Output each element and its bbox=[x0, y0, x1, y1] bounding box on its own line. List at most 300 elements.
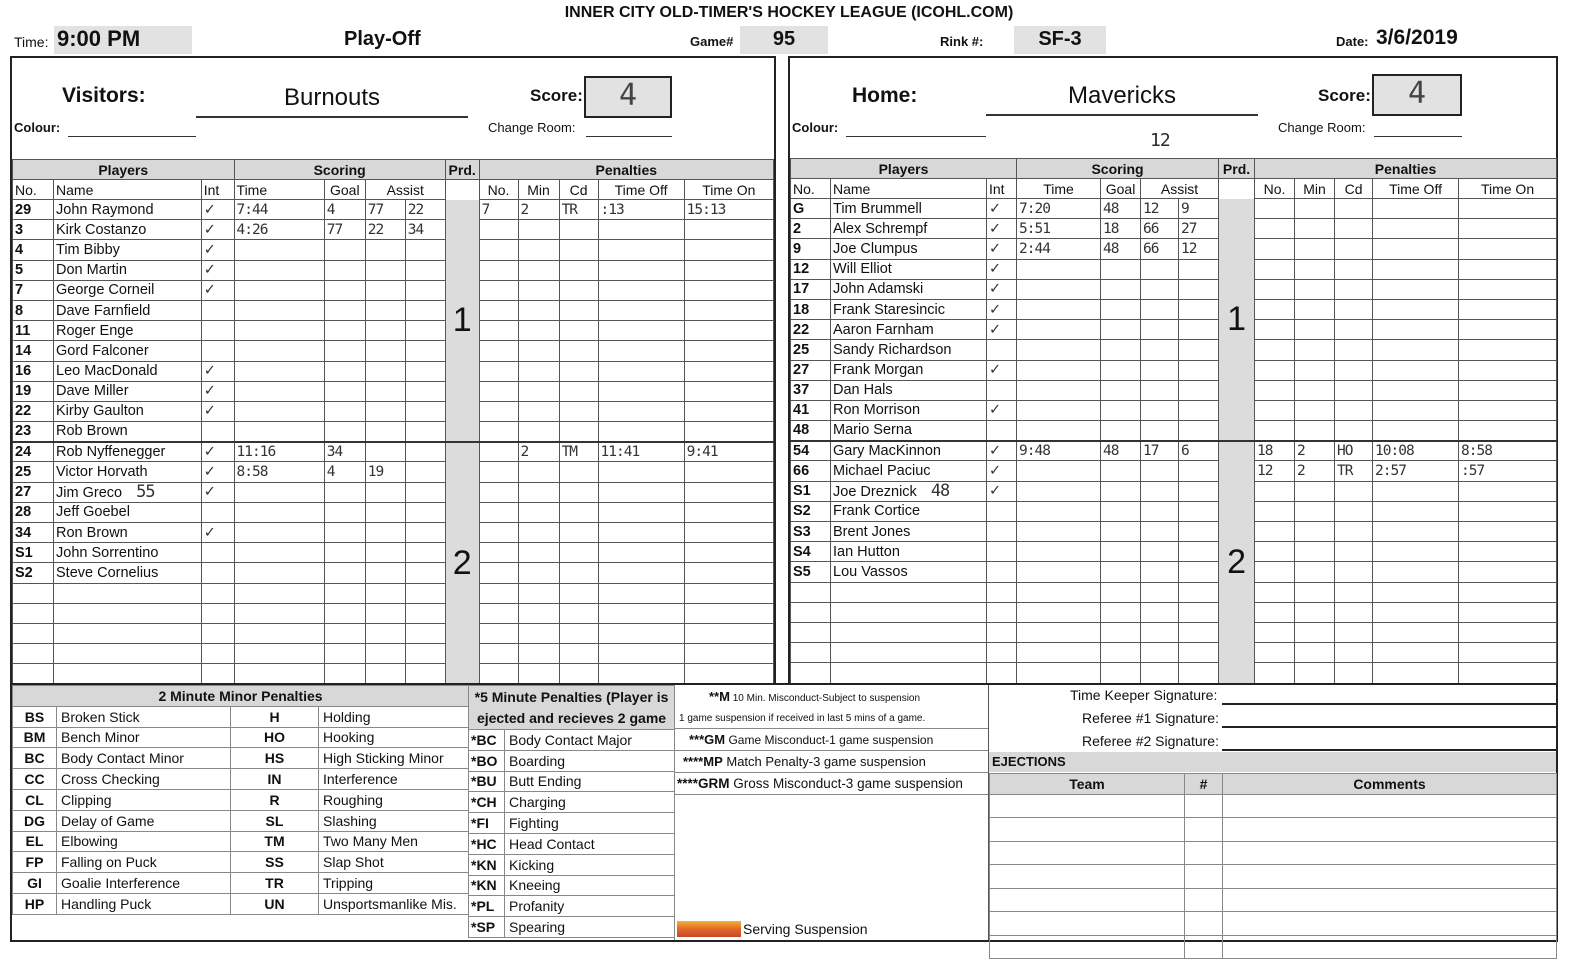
penalty-code: TM bbox=[231, 831, 319, 852]
penalty-description: Kneeing bbox=[505, 875, 675, 896]
penalty-time-off bbox=[1373, 602, 1459, 622]
player-name: Dan Hals bbox=[831, 380, 987, 400]
player-row bbox=[791, 542, 1557, 562]
goal-scorer: 18 bbox=[1101, 219, 1141, 239]
ejection-row bbox=[990, 841, 1557, 865]
player-row bbox=[791, 522, 1557, 542]
penalty-code bbox=[1335, 259, 1373, 279]
penalty-player-number bbox=[1255, 582, 1295, 602]
player-name bbox=[54, 644, 202, 664]
player-row bbox=[13, 523, 774, 543]
penalty-time-on bbox=[1459, 602, 1557, 622]
assist-1 bbox=[1141, 279, 1179, 299]
player-number: S2 bbox=[791, 501, 831, 521]
assist-2 bbox=[405, 563, 445, 583]
penalty-code: *KN bbox=[469, 854, 505, 875]
penalty-minutes bbox=[518, 240, 559, 260]
legend-row bbox=[13, 831, 469, 852]
penalty-code bbox=[1335, 279, 1373, 299]
assist-2 bbox=[405, 482, 445, 502]
penalty-description: Holding bbox=[319, 706, 469, 727]
player-row bbox=[13, 422, 774, 442]
player-number: 27 bbox=[13, 482, 54, 502]
intermission-check: ✓ bbox=[201, 280, 234, 300]
penalty-code: BM bbox=[13, 727, 57, 748]
intermission-check bbox=[201, 300, 234, 320]
intermission-check bbox=[987, 542, 1017, 562]
goal-scorer: 77 bbox=[324, 220, 365, 240]
goal-scorer bbox=[324, 502, 365, 522]
assist-1 bbox=[1141, 259, 1179, 279]
penalty-description: Handling Puck bbox=[57, 893, 231, 914]
goal-time bbox=[1017, 461, 1101, 481]
goal-scorer bbox=[324, 321, 365, 341]
penalty-time-off bbox=[598, 280, 684, 300]
penalty-code bbox=[559, 603, 598, 623]
assist-2 bbox=[405, 240, 445, 260]
ejections-team-header: Team bbox=[990, 774, 1185, 795]
goal-scorer bbox=[1101, 421, 1141, 441]
penalty-time-off bbox=[1373, 400, 1459, 420]
player-name: Aaron Farnham bbox=[831, 320, 987, 340]
player-number bbox=[13, 623, 54, 643]
penalty-player-number bbox=[1255, 400, 1295, 420]
intermission-check bbox=[201, 502, 234, 522]
penalty-player-number bbox=[479, 220, 518, 240]
penalty-code bbox=[559, 260, 598, 280]
col-time-off: Time Off bbox=[1373, 179, 1459, 199]
penalty-time-on bbox=[1459, 199, 1557, 219]
col-name: Name bbox=[831, 179, 987, 199]
intermission-check: ✓ bbox=[987, 441, 1017, 461]
intermission-check bbox=[201, 422, 234, 442]
penalty-time-off: 11:41 bbox=[598, 442, 684, 462]
penalty-code bbox=[559, 280, 598, 300]
assist-1 bbox=[365, 482, 405, 502]
penalty-player-number bbox=[479, 583, 518, 603]
intermission-check: ✓ bbox=[201, 200, 234, 220]
player-number: 41 bbox=[791, 400, 831, 420]
assist-2 bbox=[405, 300, 445, 320]
penalty-code bbox=[559, 644, 598, 664]
penalty-code: IN bbox=[231, 769, 319, 790]
penalty-time-on bbox=[684, 502, 773, 522]
player-number bbox=[13, 603, 54, 623]
intermission-check: ✓ bbox=[987, 299, 1017, 319]
assist-2 bbox=[1179, 279, 1219, 299]
m-code: **M bbox=[709, 689, 730, 704]
penalty-time-on bbox=[1459, 582, 1557, 602]
player-number: G bbox=[791, 199, 831, 219]
player-row bbox=[791, 340, 1557, 360]
assist-1 bbox=[1141, 643, 1179, 663]
player-name: Frank Cortice bbox=[831, 501, 987, 521]
penalty-minutes bbox=[518, 523, 559, 543]
col-assist: Assist bbox=[365, 180, 445, 200]
goal-time bbox=[234, 422, 324, 442]
goal-time bbox=[1017, 279, 1101, 299]
penalty-code: GI bbox=[13, 873, 57, 894]
player-number: 24 bbox=[13, 442, 54, 462]
penalty-time-off bbox=[598, 321, 684, 341]
player-name: Don Martin bbox=[54, 260, 202, 280]
rink-number: SF-3 bbox=[1014, 26, 1106, 54]
penalty-minutes bbox=[518, 482, 559, 502]
assist-2: 6 bbox=[1179, 441, 1219, 461]
assist-1 bbox=[1141, 400, 1179, 420]
game-number-label: Game# bbox=[690, 34, 734, 49]
player-number: 25 bbox=[13, 462, 54, 482]
penalty-minutes bbox=[1295, 219, 1335, 239]
goal-time bbox=[234, 543, 324, 563]
goal-scorer bbox=[324, 401, 365, 421]
penalty-player-number bbox=[1255, 421, 1295, 441]
visitors-score-label: Score: bbox=[530, 86, 583, 105]
penalty-code: *PL bbox=[469, 896, 505, 917]
penalty-description: Hooking bbox=[319, 727, 469, 748]
penalty-time-on bbox=[684, 664, 773, 684]
penalty-minutes bbox=[1295, 421, 1335, 441]
assist-2 bbox=[1179, 320, 1219, 340]
assist-2 bbox=[1179, 643, 1219, 663]
penalty-time-on bbox=[1459, 219, 1557, 239]
goal-time bbox=[234, 563, 324, 583]
penalty-time-on bbox=[684, 644, 773, 664]
penalty-minutes bbox=[518, 260, 559, 280]
gm-desc: Game Misconduct-1 game suspension bbox=[728, 733, 934, 747]
penalty-time-on bbox=[1459, 643, 1557, 663]
ejections-table bbox=[989, 773, 1557, 959]
period-header: Prd. bbox=[445, 160, 479, 180]
penalty-player-number bbox=[1255, 279, 1295, 299]
ejection-row bbox=[990, 865, 1557, 889]
penalty-player-number bbox=[1255, 340, 1295, 360]
goal-scorer bbox=[324, 583, 365, 603]
player-row bbox=[13, 280, 774, 300]
penalty-player-number bbox=[1255, 522, 1295, 542]
goal-time: 7:44 bbox=[234, 200, 324, 220]
goal-time bbox=[234, 664, 324, 684]
penalty-minutes bbox=[1295, 522, 1335, 542]
visitors-scoresheet-table bbox=[12, 159, 774, 685]
legend-row bbox=[13, 852, 469, 873]
penalty-time-on bbox=[1459, 259, 1557, 279]
home-colour-line bbox=[846, 136, 986, 137]
intermission-check bbox=[987, 421, 1017, 441]
penalty-time-off bbox=[1373, 380, 1459, 400]
col-time-off: Time Off bbox=[598, 180, 684, 200]
assist-2 bbox=[405, 623, 445, 643]
penalty-time-on bbox=[684, 321, 773, 341]
grm-code: ****GRM bbox=[677, 776, 730, 791]
penalty-time-on bbox=[684, 240, 773, 260]
penalty-player-number bbox=[479, 401, 518, 421]
player-note: 55 bbox=[136, 481, 155, 502]
assist-1 bbox=[365, 623, 405, 643]
goal-scorer bbox=[324, 422, 365, 442]
major-penalty-legend bbox=[468, 685, 675, 938]
home-change-room-line bbox=[1374, 136, 1462, 137]
penalty-time-on bbox=[684, 381, 773, 401]
player-name bbox=[54, 583, 202, 603]
penalty-minutes bbox=[518, 623, 559, 643]
penalty-minutes bbox=[518, 603, 559, 623]
goal-scorer bbox=[324, 523, 365, 543]
penalty-code: HO bbox=[1335, 441, 1373, 461]
intermission-check bbox=[987, 602, 1017, 622]
penalty-code: *BO bbox=[469, 750, 505, 771]
goal-scorer: 48 bbox=[1101, 199, 1141, 219]
penalty-minutes: 2 bbox=[518, 442, 559, 462]
goal-time bbox=[1017, 562, 1101, 582]
penalty-minutes bbox=[1295, 259, 1335, 279]
penalty-description: Falling on Puck bbox=[57, 852, 231, 873]
assist-1 bbox=[365, 401, 405, 421]
penalty-time-off bbox=[598, 603, 684, 623]
goal-scorer: 4 bbox=[324, 462, 365, 482]
penalty-code bbox=[1335, 582, 1373, 602]
player-name-text: Joe Dreznick bbox=[833, 483, 917, 500]
assist-1 bbox=[1141, 360, 1179, 380]
player-row bbox=[791, 663, 1557, 683]
player-row bbox=[13, 321, 774, 341]
penalty-minutes bbox=[518, 422, 559, 442]
goal-scorer bbox=[324, 543, 365, 563]
penalty-time-on bbox=[1459, 421, 1557, 441]
penalty-minutes bbox=[518, 361, 559, 381]
penalty-time-off bbox=[1373, 279, 1459, 299]
goal-time bbox=[1017, 602, 1101, 622]
penalty-time-on bbox=[684, 543, 773, 563]
penalty-time-on bbox=[1459, 400, 1557, 420]
intermission-check bbox=[201, 563, 234, 583]
penalty-code bbox=[559, 664, 598, 684]
penalty-code: CC bbox=[13, 769, 57, 790]
players-header: Players bbox=[791, 159, 1017, 179]
goal-scorer bbox=[1101, 340, 1141, 360]
goal-time bbox=[234, 583, 324, 603]
referee1-signature-line[interactable] bbox=[1222, 726, 1556, 728]
penalty-description: Bench Minor bbox=[57, 727, 231, 748]
penalty-code bbox=[559, 583, 598, 603]
goal-scorer bbox=[324, 623, 365, 643]
penalty-description: Delay of Game bbox=[57, 810, 231, 831]
ejection-cell bbox=[990, 865, 1185, 889]
player-row bbox=[791, 461, 1557, 481]
penalty-time-on bbox=[684, 603, 773, 623]
assist-1 bbox=[1141, 320, 1179, 340]
player-name: Sandy Richardson bbox=[831, 340, 987, 360]
assist-1 bbox=[365, 543, 405, 563]
goal-scorer bbox=[1101, 522, 1141, 542]
player-row bbox=[13, 664, 774, 684]
ejection-cell bbox=[990, 841, 1185, 865]
assist-1: 19 bbox=[365, 462, 405, 482]
penalty-description: Fighting bbox=[505, 813, 675, 834]
goal-time: 8:58 bbox=[234, 462, 324, 482]
player-row bbox=[791, 400, 1557, 420]
penalty-time-on bbox=[1459, 622, 1557, 642]
intermission-check bbox=[987, 380, 1017, 400]
legend-row bbox=[469, 750, 675, 771]
penalty-time-off bbox=[598, 462, 684, 482]
timekeeper-signature-line[interactable] bbox=[1222, 703, 1556, 705]
assist-2 bbox=[405, 462, 445, 482]
player-name: Ian Hutton bbox=[831, 542, 987, 562]
penalty-time-on: 9:41 bbox=[684, 442, 773, 462]
legend-row bbox=[13, 873, 469, 894]
goal-scorer: 48 bbox=[1101, 239, 1141, 259]
penalty-minutes bbox=[518, 563, 559, 583]
assist-1 bbox=[1141, 501, 1179, 521]
player-number bbox=[13, 664, 54, 684]
player-name: George Corneil bbox=[54, 280, 202, 300]
m-desc-2: 1 game suspension if received in last 5 mins of a game. bbox=[679, 713, 926, 724]
assist-2 bbox=[405, 321, 445, 341]
penalty-time-on bbox=[684, 623, 773, 643]
assist-1 bbox=[1141, 663, 1179, 683]
col-cd: Cd bbox=[1335, 179, 1373, 199]
goal-time: 5:51 bbox=[1017, 219, 1101, 239]
penalty-player-number bbox=[479, 502, 518, 522]
penalty-minutes bbox=[1295, 602, 1335, 622]
player-row bbox=[13, 300, 774, 320]
penalty-time-off bbox=[1373, 622, 1459, 642]
penalty-time-off bbox=[1373, 239, 1459, 259]
player-row bbox=[791, 501, 1557, 521]
penalty-player-number bbox=[479, 280, 518, 300]
penalty-player-number bbox=[479, 422, 518, 442]
goal-scorer bbox=[1101, 602, 1141, 622]
legend-row bbox=[469, 917, 675, 938]
penalty-code bbox=[1335, 340, 1373, 360]
ejection-cell bbox=[990, 818, 1185, 842]
intermission-check: ✓ bbox=[987, 239, 1017, 259]
col-min: Min bbox=[1295, 179, 1335, 199]
goal-time bbox=[1017, 663, 1101, 683]
penalty-code bbox=[559, 543, 598, 563]
penalty-minutes bbox=[1295, 400, 1335, 420]
penalty-player-number bbox=[479, 442, 518, 462]
home-score: 4 bbox=[1372, 74, 1462, 116]
penalty-time-on bbox=[1459, 320, 1557, 340]
goal-time bbox=[1017, 400, 1101, 420]
intermission-check: ✓ bbox=[201, 220, 234, 240]
assist-2 bbox=[405, 280, 445, 300]
penalty-player-number: 7 bbox=[479, 200, 518, 220]
referee2-signature-label: Referee #2 Signature: bbox=[1082, 733, 1219, 749]
goal-time bbox=[1017, 582, 1101, 602]
player-name: Tim Brummell bbox=[831, 199, 987, 219]
intermission-check bbox=[987, 622, 1017, 642]
assist-1: 77 bbox=[365, 200, 405, 220]
player-number: 2 bbox=[791, 219, 831, 239]
goal-time bbox=[234, 300, 324, 320]
penalty-time-on bbox=[684, 401, 773, 421]
penalty-minutes bbox=[1295, 320, 1335, 340]
player-name-text: Jim Greco bbox=[56, 484, 123, 501]
ejection-cell bbox=[1223, 912, 1557, 936]
referee2-signature-line[interactable] bbox=[1222, 749, 1556, 751]
penalty-player-number bbox=[479, 260, 518, 280]
penalty-code bbox=[559, 240, 598, 260]
penalty-player-number bbox=[1255, 239, 1295, 259]
assist-1 bbox=[365, 442, 405, 462]
goal-time bbox=[234, 482, 324, 502]
penalty-time-on bbox=[684, 341, 773, 361]
intermission-check bbox=[201, 583, 234, 603]
goal-time: 2:44 bbox=[1017, 239, 1101, 259]
assist-2 bbox=[1179, 299, 1219, 319]
player-number: 17 bbox=[791, 279, 831, 299]
penalty-minutes bbox=[518, 321, 559, 341]
assist-2 bbox=[1179, 522, 1219, 542]
penalty-description: Charging bbox=[505, 792, 675, 813]
col-pen-no: No. bbox=[1255, 179, 1295, 199]
penalty-minutes bbox=[518, 280, 559, 300]
assist-1 bbox=[365, 422, 405, 442]
minor-penalty-legend bbox=[12, 685, 469, 915]
penalty-time-on bbox=[1459, 562, 1557, 582]
player-name: John Adamski bbox=[831, 279, 987, 299]
penalty-player-number bbox=[479, 664, 518, 684]
period-number: 2 bbox=[445, 442, 479, 684]
goal-time bbox=[234, 623, 324, 643]
player-name: Dave Farnfield bbox=[54, 300, 202, 320]
assist-2 bbox=[405, 502, 445, 522]
goal-time bbox=[1017, 259, 1101, 279]
player-row bbox=[13, 361, 774, 381]
assist-2 bbox=[1179, 582, 1219, 602]
assist-1 bbox=[1141, 602, 1179, 622]
goal-time bbox=[1017, 340, 1101, 360]
ejection-cell bbox=[1185, 818, 1223, 842]
intermission-check bbox=[201, 603, 234, 623]
player-name: Ron Morrison bbox=[831, 400, 987, 420]
penalty-time-off bbox=[1373, 522, 1459, 542]
penalty-code: *BC bbox=[469, 730, 505, 751]
goal-scorer bbox=[1101, 259, 1141, 279]
player-number: 18 bbox=[791, 299, 831, 319]
penalty-player-number bbox=[1255, 562, 1295, 582]
ejection-cell bbox=[1223, 841, 1557, 865]
penalty-player-number bbox=[479, 361, 518, 381]
goal-scorer bbox=[324, 563, 365, 583]
goal-scorer bbox=[1101, 299, 1141, 319]
penalty-code: *SP bbox=[469, 917, 505, 938]
penalty-time-on bbox=[684, 220, 773, 240]
penalty-code bbox=[1335, 542, 1373, 562]
penalty-time-off: 2:57 bbox=[1373, 461, 1459, 481]
player-number: 22 bbox=[791, 320, 831, 340]
ejection-cell bbox=[1185, 865, 1223, 889]
player-name: Gord Falconer bbox=[54, 341, 202, 361]
player-number: S1 bbox=[13, 543, 54, 563]
goal-time bbox=[234, 361, 324, 381]
assist-2 bbox=[1179, 663, 1219, 683]
intermission-check bbox=[987, 522, 1017, 542]
penalty-code bbox=[559, 563, 598, 583]
penalty-description: Roughing bbox=[319, 789, 469, 810]
player-number: 25 bbox=[791, 340, 831, 360]
player-number: 12 bbox=[791, 259, 831, 279]
goal-scorer: 48 bbox=[1101, 441, 1141, 461]
player-row bbox=[13, 623, 774, 643]
penalty-minutes bbox=[1295, 481, 1335, 501]
penalty-code bbox=[559, 381, 598, 401]
assist-2: 27 bbox=[1179, 219, 1219, 239]
player-row bbox=[13, 200, 774, 220]
